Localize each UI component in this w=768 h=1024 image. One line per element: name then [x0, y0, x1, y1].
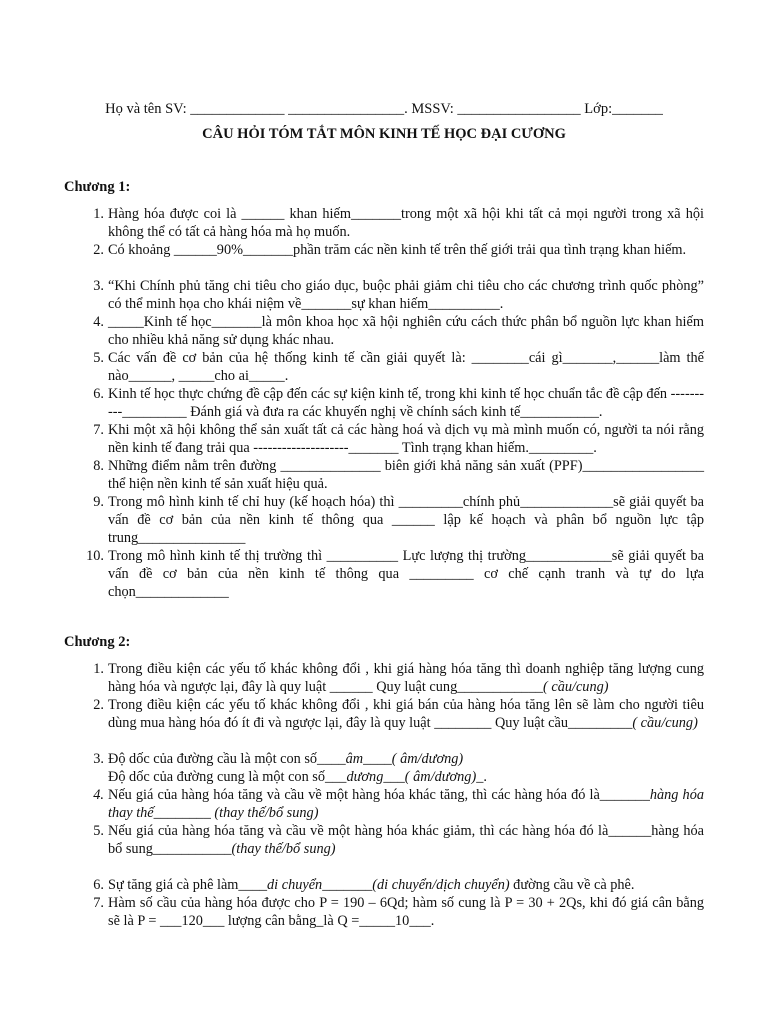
question-2 [93, 696, 704, 750]
question-number: 5. [93, 823, 104, 839]
question-9 [93, 493, 704, 547]
question-number: 4. [93, 787, 104, 803]
answer-hint: ( âm/dương) [404, 769, 477, 785]
answer-hint: (thay thế/bổ sung) [231, 841, 336, 857]
question-number: 1. [93, 661, 104, 677]
question-2 [93, 241, 704, 277]
question-number: 4. [93, 314, 104, 330]
question-number: 3. [93, 278, 104, 294]
question-4 [93, 786, 704, 822]
question-text: Trong điều kiện các yếu tố khác không đổi , khi giá hàng hóa tăng thì doanh nghiệp tăng lượng cung hàng hóa và ngược lại, đây là quy luật ______ Quy luật cung____________ [108, 661, 704, 695]
question-text: Trong mô hình kinh tế chỉ huy (kế hoạch hóa) thì _________chính phủ_____________sẽ giải quyết ba vấn đề cơ bản của nền kinh tế thông qua ______ lập kế hoạch và phân bổ nguồn lực tập trung_______________ [108, 494, 704, 546]
demand-slope-line [108, 750, 704, 768]
question-3 [93, 750, 704, 786]
question-number: 9. [93, 494, 104, 510]
question-text: Nếu giá của hàng hóa tăng và cầu về một hàng hóa khác tăng, thì các hàng hóa đó là_______ [108, 787, 650, 803]
question-5 [93, 822, 704, 876]
question-text: Kinh tế học thực chứng đề cập đến các sự kiện kinh tế, trong khi kinh tế học chuẩn tắc đề cập đến ----------_________ Đánh giá và đưa ra các khuyến nghị về chính sách kinh tế___________. [108, 386, 704, 420]
question-6 [93, 385, 704, 421]
question-7 [93, 894, 704, 930]
answer-text: âm [345, 751, 364, 767]
question-number: 5. [93, 350, 104, 366]
question-7 [93, 421, 704, 457]
student-info-line: Họ và tên SV: _____________ ________________. MSSV: _________________ Lớp:_______ [105, 101, 663, 117]
document-title: CÂU HỎI TÓM TẮT MÔN KINH TẾ HỌC ĐẠI CƯƠNG [202, 126, 566, 142]
answer-hint: ( âm/dương) [391, 751, 464, 767]
question-text: Độ dốc của đường cung là một con số___ [108, 769, 347, 785]
question-text: Sự tăng giá cà phê làm____ [108, 877, 268, 893]
question-number: 7. [93, 895, 104, 911]
question-10 [86, 547, 704, 601]
question-number: 2. [93, 697, 104, 713]
answer-hint: (thay thế/bổ sung) [214, 805, 319, 821]
blank: ___ [383, 769, 405, 785]
question-text: _____Kinh tế học_______là môn khoa học xã hội nghiên cứu cách thức phân bổ nguồn lực khan hiếm cho nhiều khả năng sử dụng khác nhau. [108, 314, 704, 348]
question-6 [93, 876, 704, 894]
blank: _______ [322, 877, 373, 893]
answer-text: hàng hóa thay thế [108, 787, 704, 821]
question-text: Trong mô hình kinh tế thị trường thì __________ Lực lượng thị trường____________sẽ giải quyết ba vấn đề cơ bản của nền kinh tế thông qua _________ cơ chế cạnh tranh và tự do lựa chọn_____________ [108, 548, 704, 600]
answer-text: di chuyển [267, 877, 323, 893]
question-number: 6. [93, 877, 104, 893]
question-text: Có khoảng ______90%_______phần trăm các nền kinh tế trên thế giới trải qua tình trạng khan hiếm. [108, 242, 687, 258]
chapter-1-question-list [86, 205, 704, 601]
question-number: 3. [93, 751, 104, 767]
question-text: Hàng hóa được coi là ______ khan hiếm_______trong một xã hội khi tất cả mọi người trong xã hội không thể có tất cả hàng hóa mà họ muốn. [108, 206, 704, 240]
question-text: Hàm số cầu của hàng hóa được cho P = 190 – 6Qd; hàm số cung là P = 30 + 2Qs, khi đó giá cân bằng sẽ là P = ___120___ lượng cân bằng_là Q =_____10___. [108, 895, 704, 929]
answer-hint: (di chuyển/dịch chuyển) [372, 877, 510, 893]
chapter-2-question-list [93, 660, 704, 930]
chapter-1-heading: Chương 1: [64, 179, 131, 195]
question-number: 10. [86, 548, 104, 564]
question-4 [93, 313, 704, 349]
question-8 [93, 457, 704, 493]
question-text: “Khi Chính phủ tăng chi tiêu cho giáo dục, buộc phải giảm chi tiêu cho các chương trình quốc phòng” có thể minh họa cho khái niệm về_______sự khan hiếm__________. [108, 278, 704, 312]
answer-text: dương [346, 769, 384, 785]
blank: ________ [153, 805, 215, 821]
question-number: 6. [93, 386, 104, 402]
question-number: 7. [93, 422, 104, 438]
question-number: 8. [93, 458, 104, 474]
question-text: Khi một xã hội không thể sản xuất tất cả các hàng hoá và dịch vụ mà mình muốn có, người ta nói rằng nền kinh tế đang trải qua --------------------_______ Tình trạng khan hiếm._________. [108, 422, 704, 456]
supply-slope-line [108, 768, 704, 786]
question-5 [93, 349, 704, 385]
question-text: Độ dốc của đường cầu là một con số____ [108, 751, 346, 767]
answer-hint: ( cầu/cung) [632, 715, 698, 731]
question-1 [93, 205, 704, 241]
question-text: Những điểm nằm trên đường ______________ biên giới khả năng sản xuất (PPF)_________________ thể hiện nền kinh tế sản xuất hiệu quả. [108, 458, 704, 492]
answer-hint: ( cầu/cung) [543, 679, 609, 695]
question-1 [93, 660, 704, 696]
question-text: Nếu giá của hàng hóa tăng và cầu về một hàng hóa khác giảm, thì các hàng hóa đó là______hàng hóa bổ sung___________ [108, 823, 704, 857]
question-number: 2. [93, 242, 104, 258]
trailing-text: _. [476, 769, 487, 785]
question-text: Các vấn đề cơ bản của hệ thống kinh tế cần giải quyết là: ________cái gì_______,______làm thế nào______, _____cho ai_____. [108, 350, 704, 384]
blank: ____ [363, 751, 392, 767]
trailing-text: đường cầu về cà phê. [509, 877, 635, 893]
chapter-2-heading: Chương 2: [64, 634, 131, 650]
question-text: Trong điều kiện các yếu tố khác không đổi , khi giá bán của hàng hóa tăng lên sẽ làm cho người tiêu dùng mua hàng hóa đó ít đi và ngược lại, đây là quy luật ________ Quy luật cầu_________ [108, 697, 704, 731]
question-number: 1. [93, 206, 104, 222]
question-3 [93, 277, 704, 313]
